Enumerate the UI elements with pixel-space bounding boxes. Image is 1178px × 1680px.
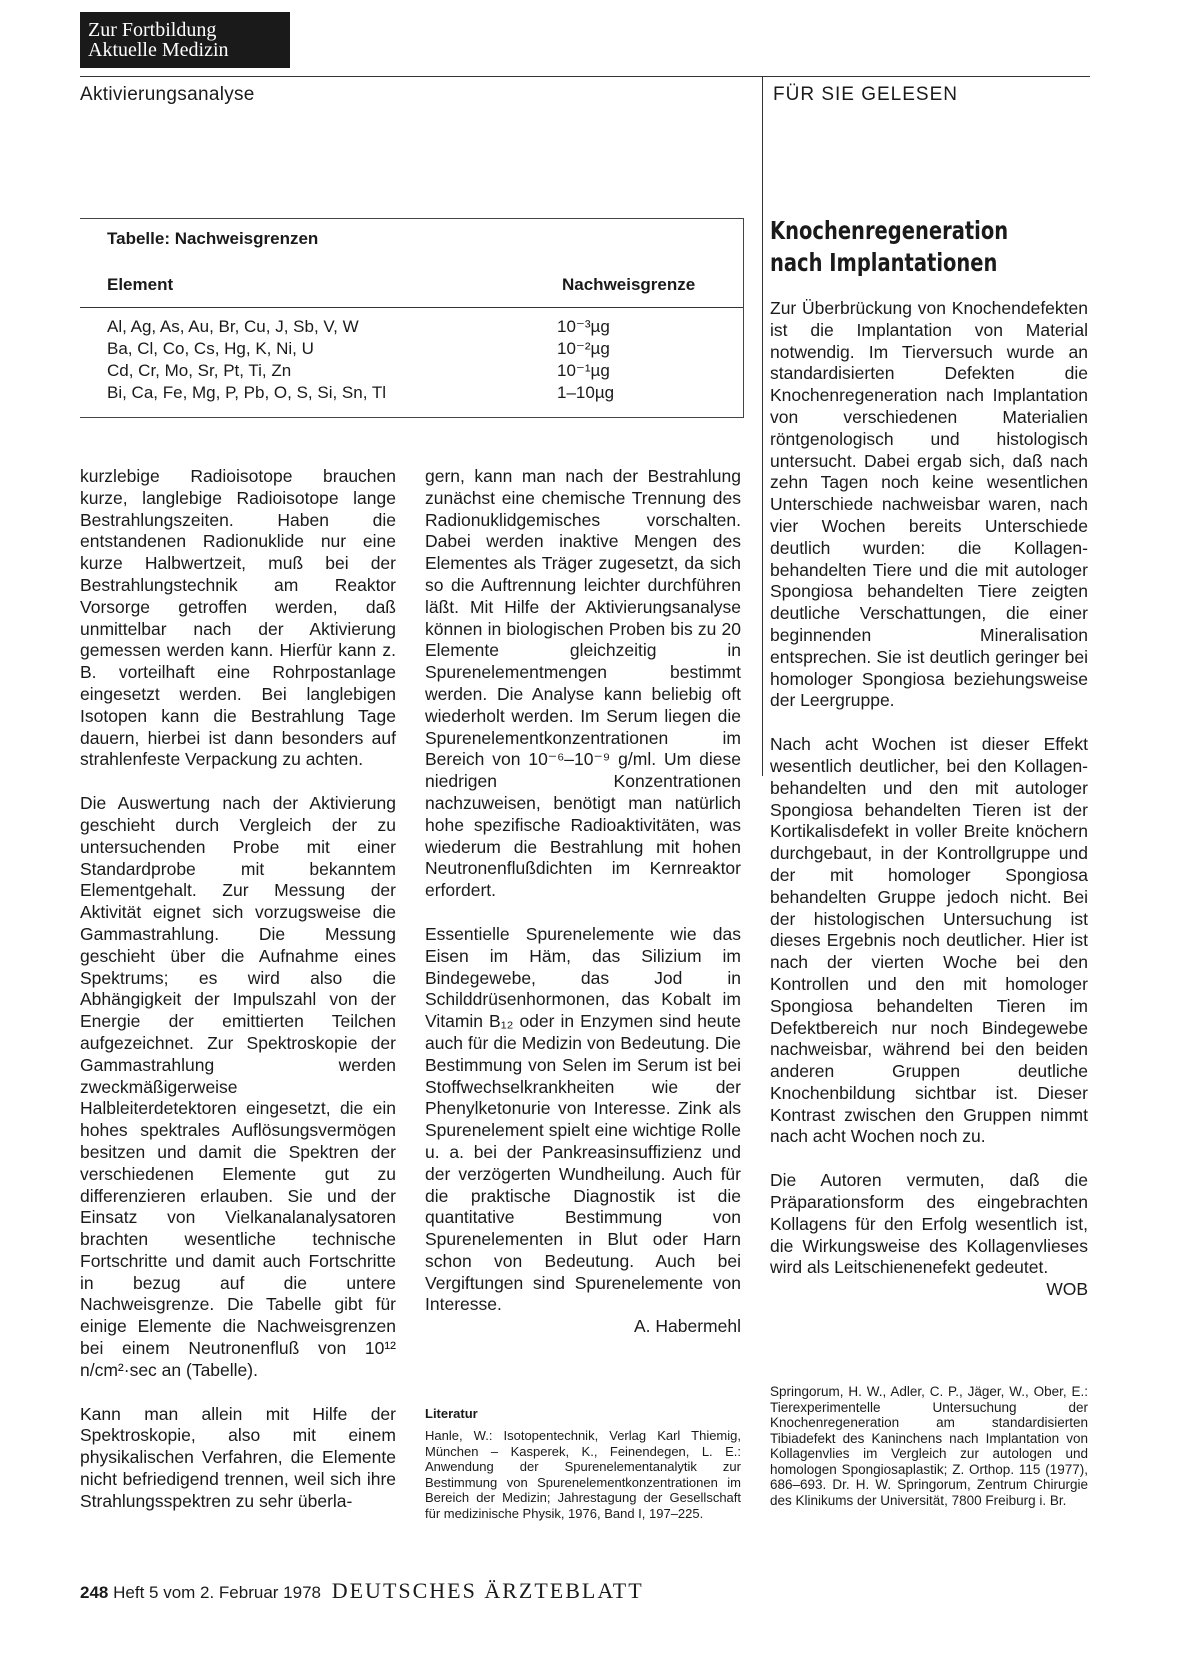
journal-name: DEUTSCHES ÄRZTEBLATT — [331, 1578, 644, 1603]
table-cell-limit: 10⁻³µg — [557, 317, 610, 336]
page-footer — [80, 1578, 644, 1604]
badge-line-1: Zur Fortbildung — [88, 19, 217, 41]
author-signature: A. Habermehl — [634, 1316, 741, 1337]
paragraph: gern, kann man nach der Bestrahlung zunächst eine chemische Trennung des Radionuklidgemisches vorschalten. Dabei werden inaktive Mengen des Elementes als Träger zugesetzt, da sich so die Auftrennung leichter durchführen läßt. Mit Hilfe der Aktivierungsanalyse können in biologischen Proben bis zu 20 Elemente gleichzeitig in Spurenelementmengen bestimmt werden. Die Analyse kann beliebig oft wiederholt werden. Im Serum liegen die Spurenelementkonzentrationen im Bereich von 10⁻⁶–10⁻⁹ g/ml. Um diese niedrigen Konzentrationen nachzuweisen, benötigt man natürlich hohe spezifische Radioaktivitäten, was wiederum die Bestrahlung mit hohen Neutronenflußdichten im Kernreaktor erfordert. — [425, 466, 741, 901]
table-header-element: Element — [107, 275, 174, 294]
table-cell-elements: Ba, Cl, Co, Cs, Hg, K, Ni, U — [107, 339, 314, 358]
table-header-limit: Nachweisgrenze — [562, 275, 696, 294]
headline-line-2: nach Implantationen — [770, 248, 998, 277]
author-signature: WOB — [1046, 1279, 1088, 1300]
table-cell-elements: Al, Ag, As, Au, Br, Cu, J, Sb, V, W — [107, 317, 359, 336]
column-divider — [762, 76, 763, 776]
paragraph — [770, 1170, 1088, 1279]
column-1 — [80, 466, 396, 1535]
paragraph: kurzlebige Radioisotope brauchen kurze, langlebige Radioisotope lange Bestrahlungszeiten. Haben die entstandenen Radionuklide nur eine kurze Halbwertzeit, muß bei der Bestrahlungstechnik am Reaktor Vorsorge getroffen werden, daß unmittelbar nach der Aktivierung gemessen werden kann. Hierfür kann z. B. vorteilhaft eine Rohrpostanlage eingesetzt werden. Bei langlebigen Isotopen kann die Bestrahlung Tage dauern, hierbei ist dann besonders auf strahlenfeste Verpackung zu achten. — [80, 466, 396, 770]
table-rule — [80, 307, 743, 308]
badge-line-2: Aktuelle Medizin — [88, 39, 229, 61]
section-title-left: Aktivierungsanalyse — [80, 84, 255, 105]
article-headline — [770, 215, 1098, 279]
column-2 — [425, 466, 741, 1338]
paragraph: Zur Überbrückung von Knochendefekten ist die Implantation von Material notwendig. Im Tierversuch wurde an standardisierten Defekten die Knochenregeneration nach Implantation von verschiedenen Materialien röntgenologisch und histologisch untersucht. Dabei ergab sich, daß nach zehn Tagen noch keine wesentlichen Unterschiede nachweisbar waren, nach vier Wochen bereits Unterschiede deutlich wurden: die Kollagen-behandelten Tiere und die mit autologer Spongiosa behandelten Tiere zeigten deutliche Verschattungen, die einer beginnenden Mineralisation entsprechen. Sie ist deutlich geringer bei homologer Spongiosa beziehungsweise der Leergruppe. — [770, 298, 1088, 711]
reference-text: Springorum, H. W., Adler, C. P., Jäger, W., Ober, E.: Tierexperimentelle Untersuchung der Knochenregeneration am standardisierten Tibiadefekt des Kaninchens nach Implantation von Kollagenvlies im Vergleich zur autologen und homologen Spongiosaplastik; Z. Orthop. 115 (1977), 686–693. Dr. H. W. Springorum, Zentrum Chirurgie des Klinikums der Universität, 7800 Freiburg i. Br. — [770, 1384, 1088, 1508]
column-3 — [770, 298, 1088, 1301]
page-number: 248 — [80, 1583, 109, 1602]
headline-line-1: Knochenregeneration — [770, 216, 1009, 245]
table-cell-limit: 10⁻²µg — [557, 339, 610, 358]
table-cell-elements: Bi, Ca, Fe, Mg, P, Pb, O, S, Si, Sn, Tl — [107, 383, 387, 402]
paragraph: Nach acht Wochen ist dieser Effekt wesentlich deutlicher, bei den Kollagen-behandelten und den mit autologer Spongiosa behandelten Tieren ist der Kortikalisdefekt in voller Breite knöchern durchgebaut, in der Kontrollgruppe und der mit homologer Spongiosa behandelten Gruppe jedoch nicht. Bei der histologischen Untersuchung ist dieses Ergebnis noch deutlicher. Hier ist nach der vierten Woche bei den Kontrollen und den mit homologer Spongiosa behandelten Tieren im Defektbereich nur noch Bindegewebe nachweisbar, während bei den beiden anderen Gruppen deutliche Knochenbildung sichtbar ist. Dieser Kontrast zwischen den Gruppen nimmt nach acht Wochen noch zu. — [770, 734, 1088, 1147]
limits-table — [80, 218, 744, 418]
table-cell-limit: 10⁻¹µg — [557, 361, 610, 380]
literature-heading: Literatur — [425, 1406, 478, 1421]
table-cell-elements: Cd, Cr, Mo, Sr, Pt, Ti, Zn — [107, 361, 292, 380]
table-cell-limit: 1–10µg — [557, 383, 615, 402]
literature-text: Hanle, W.: Isotopentechnik, Verlag Karl Thiemig, München – Kasperek, K., Feinendegen, L. E.: Anwendung der Spurenelementanalytik zur Bestimmung von Spurenelementkonzentrationen im Bereich der Medizin; Jahrestagung der Gesellschaft für medizinische Physik, 1976, Band I, 197–225. — [425, 1428, 741, 1521]
paragraph-text: Essentielle Spurenelemente wie das Eisen im Häm, das Silizium im Bindegewebe, das Jod in Schilddrüsenhormonen, das Kobalt im Vitamin B₁₂ oder in Enzymen sind heute auch für die Medizin von Bedeutung. Die Bestimmung von Selen im Serum ist bei Stoffwechselkrankheiten wie der Phenylketonurie von Interesse. Zink als Spurenelement spielt eine wichtige Rolle u. a. bei der Pankreasinsuffizienz und der verzögerten Wundheilung. Auch für die praktische Diagnostik ist die quantitative Bestimmung von Spurenelementen in Blut oder Harn schon von Bedeutung. Auch bei Vergiftungen sind Spurenelemente von Interesse. — [425, 923, 741, 1315]
issue-info: Heft 5 vom 2. Februar 1978 — [113, 1583, 321, 1602]
table-title: Tabelle: Nachweisgrenzen — [107, 229, 319, 248]
paragraph: Die Auswertung nach der Aktivierung geschieht durch Vergleich der zu untersuchenden Probe mit einer Standardprobe mit bekanntem Elementgehalt. Zur Messung der Aktivität eignet sich vorzugsweise die Gammastrahlung. Die Messung geschieht über die Aufnahme eines Spektrums; es wird also die Abhängigkeit der Impulszahl von der Energie der emittierten Teilchen aufgezeichnet. Zur Spektroskopie der Gammastrahlung werden zweckmäßigerweise Halbleiterdetektoren eingesetzt, die ein hohes spektrales Auflösungsvermögen besitzen und damit die Spektren der verschiedenen Elemente gut zu differenzieren erlauben. Sie und der Einsatz von Vielkanalanalysatoren brachten wesentliche technische Fortschritte und damit auch Fortschritte in bezug auf die untere Nachweisgrenze. Die Tabelle gibt für einige Elemente die Nachweisgrenzen bei einem Neutronenfluß von 10¹² n/cm²·sec an (Tabelle). — [80, 793, 396, 1380]
section-title-right: FÜR SIE GELESEN — [773, 84, 958, 105]
paragraph — [425, 924, 741, 1316]
header-rule — [80, 76, 1090, 77]
rubric-badge — [80, 12, 290, 68]
paragraph-text: Die Autoren vermuten, daß die Präparationsform des eingebrachten Kollagens für den Erfolg wesentlich ist, die Wirkungsweise des Kollagenvlieses wird als Leitschienenefekt gedeutet. — [770, 1170, 1088, 1278]
paragraph: Kann man allein mit Hilfe der Spektroskopie, also mit einem physikalischen Verfahren, die Elemente nicht befriedigend trennen, weil sich ihre Strahlungsspektren zu sehr überla- — [80, 1403, 396, 1511]
